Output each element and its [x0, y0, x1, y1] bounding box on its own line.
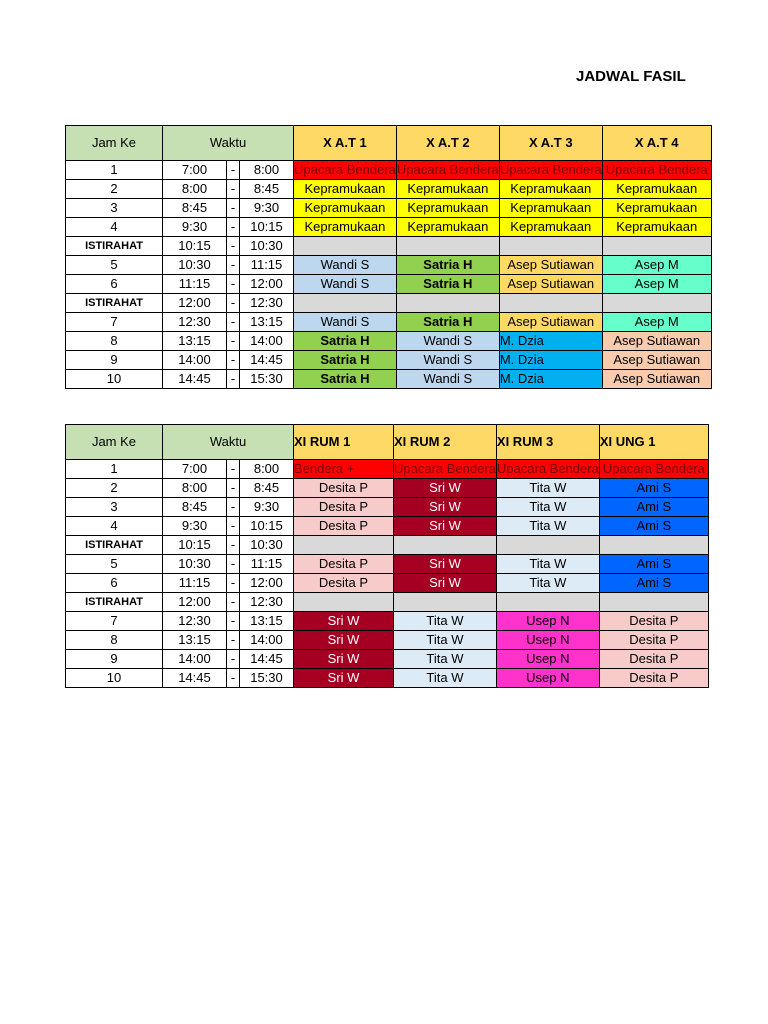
time-separator: - [227, 218, 240, 237]
start-time-cell: 9:30 [163, 218, 227, 237]
subject-cell: Tita W [496, 498, 599, 517]
subject-cell: Kepramukaan [294, 199, 397, 218]
time-separator: - [227, 351, 240, 370]
subject-cell: Ami S [599, 574, 708, 593]
header-class-2: X A.T 3 [499, 126, 602, 161]
subject-cell: Usep N [496, 612, 599, 631]
subject-cell: Tita W [496, 479, 599, 498]
end-time-cell: 15:30 [240, 669, 294, 688]
end-time-cell: 12:30 [240, 294, 294, 313]
subject-cell: Tita W [496, 555, 599, 574]
jam-ke-cell: 6 [66, 275, 163, 294]
end-time-cell: 8:45 [240, 479, 294, 498]
time-separator: - [227, 161, 240, 180]
start-time-cell: 8:00 [163, 180, 227, 199]
subject-cell [496, 593, 599, 612]
table-row [66, 612, 709, 631]
subject-cell: Usep N [496, 631, 599, 650]
subject-cell: Asep M [602, 256, 711, 275]
time-separator: - [227, 574, 240, 593]
subject-cell: Desita P [599, 612, 708, 631]
header-class-0: XI RUM 1 [294, 425, 394, 460]
subject-cell: Kepramukaan [294, 180, 397, 199]
start-time-cell: 7:00 [163, 161, 227, 180]
end-time-cell: 8:00 [240, 460, 294, 479]
table-row [66, 574, 709, 593]
header-class-3: X A.T 4 [602, 126, 711, 161]
start-time-cell: 13:15 [163, 332, 227, 351]
subject-cell: Ami S [599, 517, 708, 536]
subject-cell: Satria H [396, 275, 499, 294]
subject-cell: Usep N [496, 669, 599, 688]
start-time-cell: 8:00 [163, 479, 227, 498]
jam-ke-cell: 4 [66, 218, 163, 237]
header-jam-ke: Jam Ke [66, 126, 163, 161]
jam-ke-cell: ISTIRAHAT [66, 593, 163, 612]
subject-cell: Kepramukaan [499, 218, 602, 237]
subject-cell: Ami S [599, 479, 708, 498]
start-time-cell: 10:15 [163, 536, 227, 555]
subject-cell: Sri W [394, 498, 497, 517]
time-separator: - [227, 275, 240, 294]
jam-ke-cell: 1 [66, 460, 163, 479]
subject-cell: Usep N [496, 650, 599, 669]
jam-ke-cell: 7 [66, 612, 163, 631]
table-row [66, 631, 709, 650]
start-time-cell: 12:30 [163, 612, 227, 631]
table-row [66, 517, 709, 536]
subject-cell: Upacara Bendera [602, 161, 711, 180]
time-separator: - [227, 479, 240, 498]
subject-cell: Sri W [294, 650, 394, 669]
jam-ke-cell: 3 [66, 199, 163, 218]
subject-cell: Sri W [294, 612, 394, 631]
time-separator: - [227, 199, 240, 218]
table-row [66, 498, 709, 517]
table-row [66, 218, 712, 237]
subject-cell [599, 593, 708, 612]
end-time-cell: 10:15 [240, 218, 294, 237]
table-row [66, 479, 709, 498]
time-separator: - [227, 332, 240, 351]
subject-cell: Upacara Bendera [499, 161, 602, 180]
end-time-cell: 9:30 [240, 199, 294, 218]
subject-cell: Wandi S [396, 351, 499, 370]
jam-ke-cell: 1 [66, 161, 163, 180]
start-time-cell: 10:15 [163, 237, 227, 256]
end-time-cell: 10:30 [240, 536, 294, 555]
subject-cell [499, 237, 602, 256]
page-title: JADWAL FASIL [576, 68, 686, 85]
jam-ke-cell: 6 [66, 574, 163, 593]
jam-ke-cell: ISTIRAHAT [66, 536, 163, 555]
start-time-cell: 13:15 [163, 631, 227, 650]
jam-ke-cell: 3 [66, 498, 163, 517]
header-class-3: XI UNG 1 [599, 425, 708, 460]
start-time-cell: 12:00 [163, 593, 227, 612]
time-separator: - [227, 313, 240, 332]
header-waktu: Waktu [163, 425, 294, 460]
subject-cell: Desita P [599, 669, 708, 688]
end-time-cell: 12:00 [240, 574, 294, 593]
table-row [66, 555, 709, 574]
subject-cell: Kepramukaan [602, 218, 711, 237]
start-time-cell: 9:30 [163, 517, 227, 536]
subject-cell: Desita P [294, 479, 394, 498]
start-time-cell: 14:00 [163, 650, 227, 669]
subject-cell: Tita W [394, 631, 497, 650]
subject-cell: Desita P [599, 650, 708, 669]
subject-cell: Kepramukaan [396, 218, 499, 237]
end-time-cell: 13:15 [240, 313, 294, 332]
break-row [66, 536, 709, 555]
subject-cell [599, 536, 708, 555]
start-time-cell: 14:45 [163, 370, 227, 389]
end-time-cell: 11:15 [240, 555, 294, 574]
subject-cell: Upacara Bendera [599, 460, 708, 479]
start-time-cell: 14:45 [163, 669, 227, 688]
start-time-cell: 7:00 [163, 460, 227, 479]
jam-ke-cell: 5 [66, 256, 163, 275]
header-row [66, 126, 712, 161]
end-time-cell: 12:30 [240, 593, 294, 612]
table-row [66, 199, 712, 218]
subject-cell [499, 294, 602, 313]
schedule-table-x [65, 125, 712, 389]
start-time-cell: 10:30 [163, 555, 227, 574]
table-row [66, 313, 712, 332]
subject-cell: Asep Sutiawan [602, 332, 711, 351]
subject-cell: Upacara Bendera [496, 460, 599, 479]
subject-cell: Asep Sutiawan [602, 351, 711, 370]
subject-cell: Kepramukaan [602, 180, 711, 199]
jam-ke-cell: 2 [66, 479, 163, 498]
break-row [66, 237, 712, 256]
subject-cell: Wandi S [294, 256, 397, 275]
time-separator: - [227, 650, 240, 669]
subject-cell: Satria H [396, 256, 499, 275]
subject-cell: Desita P [294, 517, 394, 536]
subject-cell: Asep Sutiawan [602, 370, 711, 389]
subject-cell [294, 294, 397, 313]
subject-cell: Sri W [294, 669, 394, 688]
subject-cell: Upacara Bendera [396, 161, 499, 180]
jam-ke-cell: 5 [66, 555, 163, 574]
start-time-cell: 14:00 [163, 351, 227, 370]
subject-cell: Tita W [496, 574, 599, 593]
end-time-cell: 14:00 [240, 332, 294, 351]
subject-cell: Asep Sutiawan [499, 275, 602, 294]
end-time-cell: 14:45 [240, 650, 294, 669]
jam-ke-cell: 10 [66, 370, 163, 389]
subject-cell: Tita W [394, 612, 497, 631]
subject-cell: Bendera + [294, 460, 394, 479]
break-row [66, 593, 709, 612]
start-time-cell: 8:45 [163, 498, 227, 517]
subject-cell [294, 237, 397, 256]
subject-cell: M. Dzia [499, 332, 602, 351]
jam-ke-cell: 2 [66, 180, 163, 199]
header-jam-ke: Jam Ke [66, 425, 163, 460]
subject-cell: Sri W [294, 631, 394, 650]
time-separator: - [227, 593, 240, 612]
table-row [66, 332, 712, 351]
end-time-cell: 12:00 [240, 275, 294, 294]
subject-cell: Sri W [394, 574, 497, 593]
subject-cell: M. Dzia [499, 370, 602, 389]
subject-cell: Sri W [394, 479, 497, 498]
subject-cell: Desita P [294, 498, 394, 517]
subject-cell [602, 237, 711, 256]
end-time-cell: 8:45 [240, 180, 294, 199]
jam-ke-cell: ISTIRAHAT [66, 294, 163, 313]
subject-cell: Upacara Bendera [294, 161, 397, 180]
header-row [66, 425, 709, 460]
subject-cell: Asep M [602, 275, 711, 294]
subject-cell: Kepramukaan [396, 199, 499, 218]
subject-cell: Kepramukaan [294, 218, 397, 237]
subject-cell: Wandi S [396, 332, 499, 351]
table-row [66, 669, 709, 688]
time-separator: - [227, 180, 240, 199]
schedule-table-xi [65, 424, 709, 688]
subject-cell [294, 536, 394, 555]
subject-cell: Desita P [294, 574, 394, 593]
header-class-1: XI RUM 2 [394, 425, 497, 460]
subject-cell: Satria H [294, 370, 397, 389]
table-row [66, 370, 712, 389]
start-time-cell: 12:30 [163, 313, 227, 332]
subject-cell: Desita P [599, 631, 708, 650]
subject-cell: Tita W [394, 650, 497, 669]
time-separator: - [227, 237, 240, 256]
subject-cell: Kepramukaan [499, 180, 602, 199]
table-row [66, 275, 712, 294]
end-time-cell: 14:45 [240, 351, 294, 370]
subject-cell: Sri W [394, 555, 497, 574]
time-separator: - [227, 256, 240, 275]
time-separator: - [227, 631, 240, 650]
end-time-cell: 10:15 [240, 517, 294, 536]
jam-ke-cell: 8 [66, 332, 163, 351]
start-time-cell: 8:45 [163, 199, 227, 218]
header-class-2: XI RUM 3 [496, 425, 599, 460]
subject-cell [602, 294, 711, 313]
time-separator: - [227, 536, 240, 555]
table-row [66, 180, 712, 199]
end-time-cell: 8:00 [240, 161, 294, 180]
time-separator: - [227, 517, 240, 536]
subject-cell [394, 536, 497, 555]
start-time-cell: 10:30 [163, 256, 227, 275]
subject-cell [396, 237, 499, 256]
jam-ke-cell: 4 [66, 517, 163, 536]
time-separator: - [227, 498, 240, 517]
subject-cell [396, 294, 499, 313]
end-time-cell: 13:15 [240, 612, 294, 631]
jam-ke-cell: 10 [66, 669, 163, 688]
subject-cell: Wandi S [294, 275, 397, 294]
jam-ke-cell: 8 [66, 631, 163, 650]
end-time-cell: 9:30 [240, 498, 294, 517]
start-time-cell: 11:15 [163, 574, 227, 593]
subject-cell: Ami S [599, 498, 708, 517]
end-time-cell: 11:15 [240, 256, 294, 275]
subject-cell: Satria H [396, 313, 499, 332]
header-class-0: X A.T 1 [294, 126, 397, 161]
end-time-cell: 14:00 [240, 631, 294, 650]
header-class-1: X A.T 2 [396, 126, 499, 161]
header-waktu: Waktu [163, 126, 294, 161]
table-row [66, 351, 712, 370]
break-row [66, 294, 712, 313]
time-separator: - [227, 669, 240, 688]
subject-cell: M. Dzia [499, 351, 602, 370]
subject-cell: Tita W [394, 669, 497, 688]
end-time-cell: 10:30 [240, 237, 294, 256]
jam-ke-cell: ISTIRAHAT [66, 237, 163, 256]
subject-cell: Desita P [294, 555, 394, 574]
subject-cell: Satria H [294, 351, 397, 370]
subject-cell: Sri W [394, 517, 497, 536]
jam-ke-cell: 9 [66, 650, 163, 669]
subject-cell: Satria H [294, 332, 397, 351]
jam-ke-cell: 9 [66, 351, 163, 370]
time-separator: - [227, 555, 240, 574]
table-row [66, 256, 712, 275]
subject-cell: Kepramukaan [602, 199, 711, 218]
time-separator: - [227, 612, 240, 631]
subject-cell [294, 593, 394, 612]
subject-cell: Kepramukaan [499, 199, 602, 218]
table-row [66, 161, 712, 180]
subject-cell [496, 536, 599, 555]
subject-cell: Kepramukaan [396, 180, 499, 199]
subject-cell [394, 593, 497, 612]
subject-cell: Wandi S [294, 313, 397, 332]
end-time-cell: 15:30 [240, 370, 294, 389]
time-separator: - [227, 370, 240, 389]
subject-cell: Tita W [496, 517, 599, 536]
subject-cell: Ami S [599, 555, 708, 574]
time-separator: - [227, 460, 240, 479]
table-row [66, 650, 709, 669]
subject-cell: Asep M [602, 313, 711, 332]
subject-cell: Upacara Bendera [394, 460, 497, 479]
jam-ke-cell: 7 [66, 313, 163, 332]
start-time-cell: 12:00 [163, 294, 227, 313]
subject-cell: Asep Sutiawan [499, 256, 602, 275]
subject-cell: Asep Sutiawan [499, 313, 602, 332]
subject-cell: Wandi S [396, 370, 499, 389]
start-time-cell: 11:15 [163, 275, 227, 294]
table-row [66, 460, 709, 479]
time-separator: - [227, 294, 240, 313]
